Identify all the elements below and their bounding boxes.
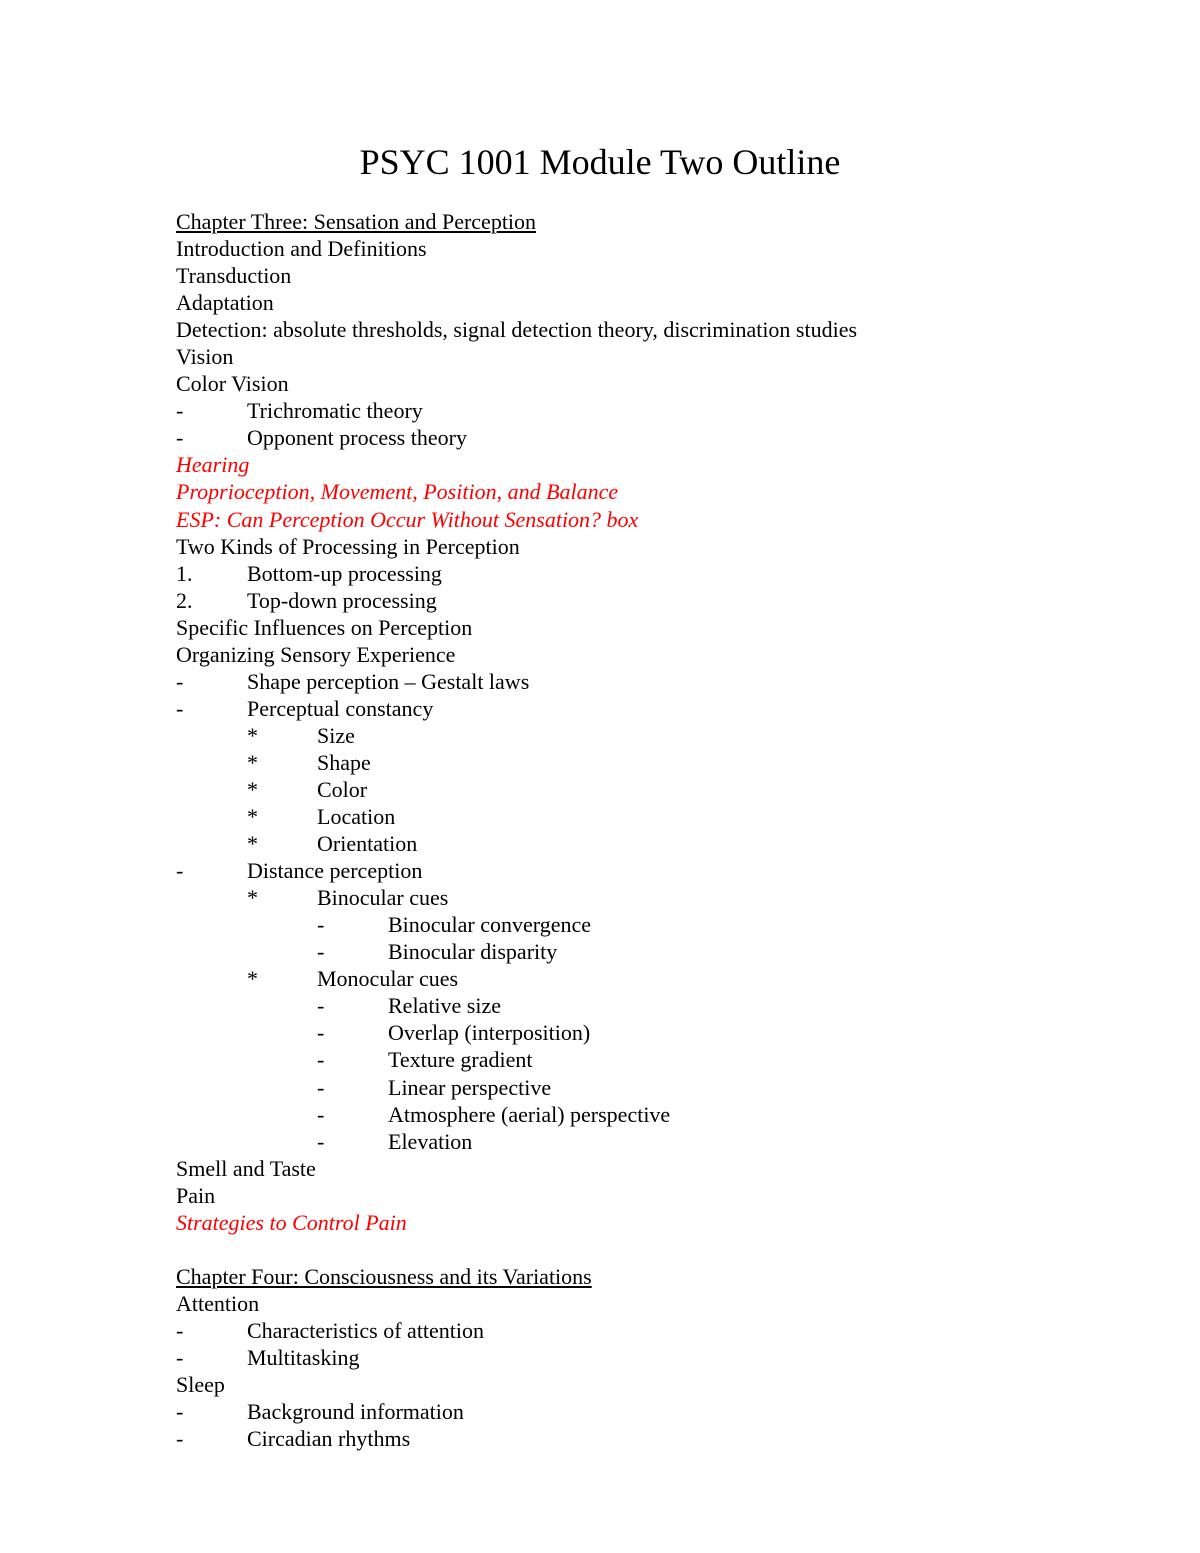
line-text: Vision — [176, 344, 234, 370]
subtopic-line-level-2 — [176, 884, 1156, 911]
line-text: Orientation — [317, 831, 418, 857]
line-text: Strategies to Control Pain — [176, 1209, 407, 1235]
highlighted-topic — [176, 506, 1156, 533]
topic-line — [176, 316, 1156, 343]
list-marker: * — [247, 749, 258, 775]
subtopic-line-level-1 — [176, 560, 1156, 587]
line-text: Circadian rhythms — [247, 1426, 411, 1452]
line-text: Size — [317, 722, 355, 748]
line-text: Color Vision — [176, 371, 289, 397]
subtopic-line-level-3 — [176, 1128, 1156, 1155]
line-text: Organizing Sensory Experience — [176, 641, 456, 667]
line-text: Introduction and Definitions — [176, 236, 427, 262]
list-marker: - — [317, 1047, 325, 1073]
list-marker: - — [176, 398, 184, 424]
line-text: Color — [317, 776, 368, 802]
subtopic-line-level-3 — [176, 1074, 1156, 1101]
line-text: Two Kinds of Processing in Perception — [176, 533, 520, 559]
subtopic-line-level-1 — [176, 1398, 1156, 1425]
list-marker: * — [247, 885, 258, 911]
topic-line — [176, 1371, 1156, 1398]
line-text: Perceptual constancy — [247, 695, 434, 721]
chapter-heading — [176, 1263, 1156, 1290]
topic-line — [176, 1155, 1156, 1182]
chapter-heading — [176, 208, 1156, 235]
subtopic-line-level-1 — [176, 857, 1156, 884]
line-text: Transduction — [176, 263, 292, 289]
document-title: PSYC 1001 Module Two Outline — [359, 142, 841, 182]
highlighted-topic — [176, 478, 1156, 505]
subtopic-line-level-3 — [176, 938, 1156, 965]
subtopic-line-level-2 — [176, 749, 1156, 776]
subtopic-line-level-3 — [176, 992, 1156, 1019]
line-text: Binocular cues — [317, 885, 449, 911]
line-text: Binocular convergence — [388, 912, 592, 938]
line-text: Texture gradient — [388, 1047, 533, 1073]
line-text: Binocular disparity — [388, 939, 558, 965]
topic-line — [176, 1290, 1156, 1317]
highlighted-topic — [176, 451, 1156, 478]
list-marker: * — [247, 831, 258, 857]
subtopic-line-level-1 — [176, 695, 1156, 722]
list-marker: - — [176, 425, 184, 451]
line-text: ESP: Can Perception Occur Without Sensation? box — [176, 506, 639, 532]
list-marker: - — [176, 1426, 184, 1452]
line-text: Background information — [247, 1399, 464, 1425]
subtopic-line-level-1 — [176, 587, 1156, 614]
line-text: Trichromatic theory — [247, 398, 423, 424]
list-marker: 1. — [176, 560, 193, 586]
topic-line — [176, 370, 1156, 397]
subtopic-line-level-2 — [176, 803, 1156, 830]
line-text: Location — [317, 804, 396, 830]
line-text: Pain — [176, 1182, 216, 1208]
list-marker: 2. — [176, 587, 193, 613]
line-text: Bottom-up processing — [247, 560, 442, 586]
line-text: Chapter Four: Consciousness and its Variations — [176, 1263, 592, 1289]
line-text: Opponent process theory — [247, 425, 467, 451]
subtopic-line-level-2 — [176, 965, 1156, 992]
subtopic-line-level-3 — [176, 1046, 1156, 1073]
subtopic-line-level-1 — [176, 424, 1156, 451]
list-marker: - — [176, 1317, 184, 1343]
line-text: Distance perception — [247, 858, 423, 884]
list-marker: - — [176, 695, 184, 721]
subtopic-line-level-1 — [176, 1344, 1156, 1371]
subtopic-line-level-3 — [176, 911, 1156, 938]
topic-line — [176, 235, 1156, 262]
list-marker: - — [317, 1101, 325, 1127]
list-marker: - — [176, 1399, 184, 1425]
topic-line — [176, 343, 1156, 370]
subtopic-line-level-2 — [176, 830, 1156, 857]
subtopic-line-level-3 — [176, 1101, 1156, 1128]
list-marker: - — [317, 1074, 325, 1100]
subtopic-line-level-2 — [176, 776, 1156, 803]
list-marker: - — [317, 993, 325, 1019]
list-marker: - — [176, 1344, 184, 1370]
line-text: Chapter Three: Sensation and Perception — [176, 209, 537, 234]
line-text: Sleep — [176, 1372, 225, 1398]
subtopic-line-level-1 — [176, 397, 1156, 424]
line-text: Elevation — [388, 1128, 473, 1154]
outline-body — [176, 208, 1156, 1452]
subtopic-line-level-1 — [176, 1317, 1156, 1344]
topic-line — [176, 1182, 1156, 1209]
subtopic-line-level-2 — [176, 722, 1156, 749]
line-text: Overlap (interposition) — [388, 1020, 591, 1046]
line-text: Attention — [176, 1290, 260, 1316]
line-text: Specific Influences on Perception — [176, 614, 473, 640]
line-text: Proprioception, Movement, Position, and Balance — [176, 479, 619, 505]
line-text: Top-down processing — [247, 587, 437, 613]
list-marker: * — [247, 966, 258, 992]
topic-line — [176, 262, 1156, 289]
list-marker: - — [317, 1128, 325, 1154]
topic-line — [176, 533, 1156, 560]
list-marker: - — [176, 668, 184, 694]
list-marker: - — [317, 912, 325, 938]
highlighted-topic — [176, 1209, 1156, 1236]
subtopic-line-level-3 — [176, 1019, 1156, 1046]
list-marker: * — [247, 776, 258, 802]
line-text: Adaptation — [176, 290, 274, 316]
list-marker: - — [176, 858, 184, 884]
list-marker: - — [317, 939, 325, 965]
line-text: Monocular cues — [317, 966, 459, 992]
line-text: Multitasking — [247, 1344, 360, 1370]
line-text: Characteristics of attention — [247, 1317, 485, 1343]
list-marker: - — [317, 1020, 325, 1046]
line-text: Shape — [317, 749, 371, 775]
line-text: Smell and Taste — [176, 1155, 316, 1181]
line-text: Atmosphere (aerial) perspective — [388, 1101, 671, 1127]
subtopic-line-level-1 — [176, 1425, 1156, 1452]
line-text: Relative size — [388, 993, 502, 1019]
line-text: Hearing — [176, 452, 250, 478]
topic-line — [176, 641, 1156, 668]
list-marker: * — [247, 722, 258, 748]
topic-line — [176, 289, 1156, 316]
subtopic-line-level-1 — [176, 668, 1156, 695]
line-text: Linear perspective — [388, 1074, 552, 1100]
blank-line — [176, 1236, 1156, 1263]
topic-line — [176, 614, 1156, 641]
list-marker: * — [247, 804, 258, 830]
line-text: Shape perception – Gestalt laws — [247, 668, 530, 694]
line-text: Detection: absolute thresholds, signal detection theory, discrimination studies — [176, 317, 858, 343]
